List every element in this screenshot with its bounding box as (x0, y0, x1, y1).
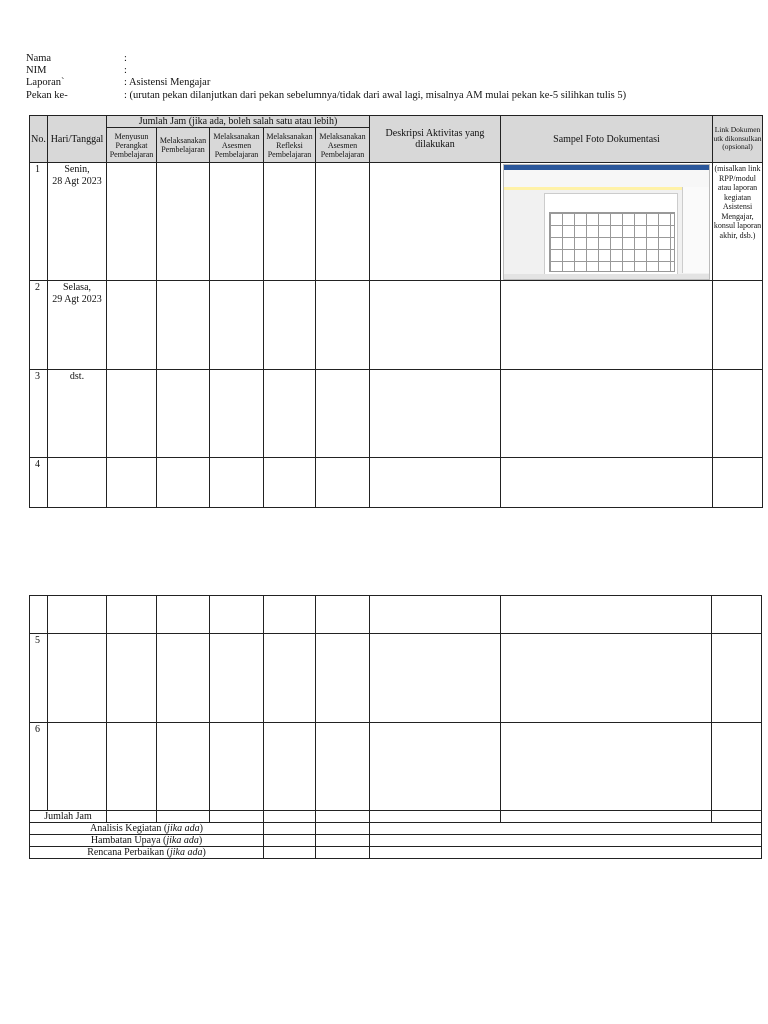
analisis-text: Analisis Kegiatan ( (89, 823, 168, 834)
row-no: 3 (30, 370, 48, 458)
jam-cell[interactable] (264, 370, 316, 458)
rencana-italic: jika ada (169, 847, 203, 858)
day-name: dst. (69, 371, 85, 382)
report-header (26, 53, 626, 102)
rencana-text: Rencana Perbaikan ( (87, 847, 170, 858)
rencana-value[interactable] (370, 847, 762, 859)
link-cell[interactable] (713, 458, 763, 508)
analisis-value[interactable] (370, 823, 762, 835)
day-cell[interactable] (48, 634, 107, 723)
nama-label: Nama (26, 53, 52, 64)
photo-cell[interactable] (501, 281, 713, 370)
desc-cell[interactable] (370, 811, 501, 823)
day-name: Senin, (64, 164, 90, 175)
jumlah-jam-row (30, 811, 762, 823)
jam-cell[interactable] (107, 458, 157, 508)
jam-cell[interactable] (210, 281, 264, 370)
desc-cell[interactable] (370, 723, 501, 811)
header-laporan (26, 77, 626, 89)
jam-cell[interactable] (157, 163, 210, 281)
row-no (30, 596, 48, 634)
hambatan-paren: ) (198, 835, 203, 846)
link-note-text: (misalkan link RPP/modul atau laporan kegiatan Asistensi Mengajar, konsul laporan akhir, dsb. (713, 164, 762, 240)
photo-cell[interactable] (501, 370, 713, 458)
row-day (48, 163, 107, 281)
jam-cell[interactable] (107, 163, 157, 281)
desc-cell[interactable] (370, 596, 501, 634)
day-date: 28 Agt 2023 (52, 176, 102, 187)
photo-cell (501, 163, 713, 281)
row-no: 2 (30, 281, 48, 370)
row-no: 4 (30, 458, 48, 508)
col-jam5: Melaksanakan Asesmen Pembelajaran (316, 128, 370, 163)
jam-cell[interactable] (316, 634, 370, 723)
nim-value: : (124, 65, 127, 77)
analisis-cell[interactable] (316, 823, 370, 835)
col-no: No. (30, 116, 48, 163)
col-desc: Deskripsi Aktivitas yang dilakukan (370, 116, 501, 163)
link-note (713, 163, 763, 281)
hambatan-value[interactable] (370, 835, 762, 847)
jam-cell[interactable] (264, 458, 316, 508)
hambatan-cell[interactable] (264, 835, 316, 847)
jam-cell[interactable] (264, 723, 316, 811)
rencana-cell[interactable] (316, 847, 370, 859)
col-jam4: Melaksanakan Refleksi Pembelajaran (264, 128, 316, 163)
col-jam3: Melaksanakan Asesmen Pembelajaran (210, 128, 264, 163)
jam-cell[interactable] (107, 596, 157, 634)
analisis-italic: jika ada (167, 823, 200, 834)
nim-label: NIM (26, 65, 47, 77)
laporan-value: : Asistensi Mengajar (124, 77, 211, 89)
day-date: 29 Agt 2023 (52, 294, 102, 305)
jam-cell[interactable] (107, 723, 157, 811)
col-jam1: Menyusun Perangkat Pembelajaran (107, 128, 157, 163)
jumlah-jam-label: Jumlah Jam (30, 811, 107, 823)
jam-cell[interactable] (157, 458, 210, 508)
jam-cell[interactable] (316, 596, 370, 634)
activity-table-page1 (29, 115, 763, 508)
desc-cell[interactable] (370, 163, 501, 281)
jam-cell[interactable] (264, 634, 316, 723)
table-row (30, 458, 763, 508)
rencana-row (30, 847, 762, 859)
jam-total-cell[interactable] (316, 811, 370, 823)
jam-cell[interactable] (157, 370, 210, 458)
analisis-paren: ) (199, 823, 204, 834)
activity-table-page2 (29, 595, 762, 859)
link-cell[interactable] (712, 596, 762, 634)
row-day (48, 370, 107, 458)
row-no: 5 (30, 634, 48, 723)
jam-cell[interactable] (210, 634, 264, 723)
rencana-cell[interactable] (264, 847, 316, 859)
jam-cell[interactable] (316, 281, 370, 370)
col-jam2: Melaksanakan Pembelajaran (157, 128, 210, 163)
desc-cell[interactable] (370, 281, 501, 370)
jam-cell[interactable] (157, 723, 210, 811)
link-note-paren: ) (752, 230, 756, 240)
desc-cell[interactable] (370, 634, 501, 723)
table-row (30, 634, 762, 723)
photo-cell[interactable] (501, 723, 712, 811)
photo-cell[interactable] (501, 596, 712, 634)
rencana-paren: ) (202, 847, 206, 858)
jam-cell[interactable] (264, 163, 316, 281)
link-cell[interactable] (712, 723, 762, 811)
hambatan-row (30, 835, 762, 847)
jam-cell[interactable] (316, 163, 370, 281)
hambatan-italic: jika ada (166, 835, 199, 846)
nama-value: : (124, 53, 127, 64)
jam-cell[interactable] (157, 281, 210, 370)
row-day (48, 458, 107, 508)
analisis-cell[interactable] (264, 823, 316, 835)
table-row (30, 163, 763, 281)
row-no: 6 (30, 723, 48, 811)
rencana-label (30, 847, 264, 859)
link-cell[interactable] (712, 811, 762, 823)
jam-cell[interactable] (107, 281, 157, 370)
jam-cell[interactable] (210, 163, 264, 281)
photo-cell[interactable] (501, 811, 712, 823)
analisis-row (30, 823, 762, 835)
hambatan-cell[interactable] (316, 835, 370, 847)
row-no: 1 (30, 163, 48, 281)
day-name: Selasa, (62, 282, 92, 293)
analisis-label (30, 823, 264, 835)
col-photo: Sampel Foto Dokumentasi (501, 116, 713, 163)
table-row (30, 370, 763, 458)
desc-cell[interactable] (370, 370, 501, 458)
link-cell[interactable] (712, 634, 762, 723)
laporan-label: Laporan` (26, 77, 65, 89)
document-screenshot-icon (503, 164, 710, 280)
header-pekan (26, 90, 626, 102)
col-day: Hari/Tanggal (48, 116, 107, 163)
jam-cell[interactable] (264, 281, 316, 370)
jam-total-cell[interactable] (210, 811, 264, 823)
jam-cell[interactable] (107, 370, 157, 458)
hambatan-text: Hambatan Upaya ( (90, 835, 167, 846)
desc-cell[interactable] (370, 458, 501, 508)
jam-cell[interactable] (210, 723, 264, 811)
table-row (30, 723, 762, 811)
row-day (48, 281, 107, 370)
jam-total-cell[interactable] (157, 811, 210, 823)
table-row (30, 596, 762, 634)
col-jam-group: Jumlah Jam (jika ada, boleh salah satu atau lebih) (107, 116, 370, 128)
day-cell[interactable] (48, 723, 107, 811)
jam-cell[interactable] (157, 596, 210, 634)
jam-cell[interactable] (107, 634, 157, 723)
photo-cell[interactable] (501, 458, 713, 508)
jam-cell[interactable] (316, 370, 370, 458)
col-link: Link Dokumen utk dikonsulkan (opsional) (713, 116, 763, 163)
jam-total-cell[interactable] (264, 811, 316, 823)
table-row (30, 281, 763, 370)
header-nama (26, 53, 626, 65)
jam-cell[interactable] (316, 458, 370, 508)
photo-cell[interactable] (501, 634, 712, 723)
day-cell[interactable] (48, 596, 107, 634)
header-nim (26, 65, 626, 77)
jam-cell[interactable] (157, 634, 210, 723)
hambatan-label (30, 835, 264, 847)
link-cell[interactable] (713, 370, 763, 458)
jam-total-cell[interactable] (107, 811, 157, 823)
jam-cell[interactable] (210, 370, 264, 458)
jam-cell[interactable] (316, 723, 370, 811)
link-cell[interactable] (713, 281, 763, 370)
pekan-label: Pekan ke- (26, 89, 68, 101)
jam-cell[interactable] (210, 596, 264, 634)
jam-cell[interactable] (264, 596, 316, 634)
jam-cell[interactable] (210, 458, 264, 508)
pekan-value: : (urutan pekan dilanjutkan dari pekan sebelumnya/tidak dari awal lagi, misalnya AM mulai pekan ke-5 silihkan tulis 5) (124, 89, 627, 101)
